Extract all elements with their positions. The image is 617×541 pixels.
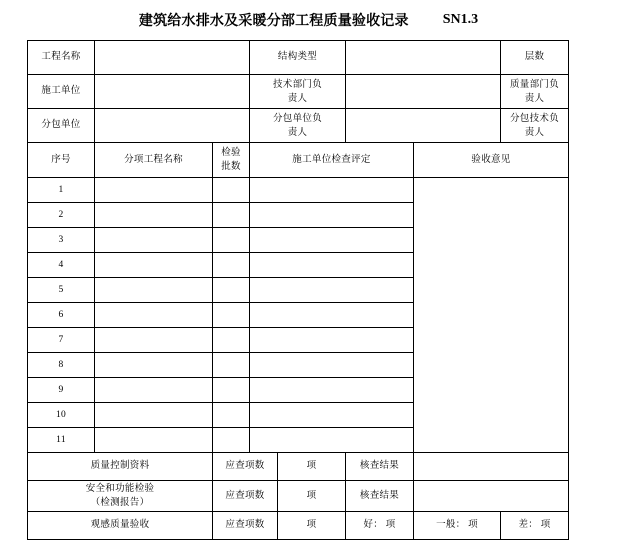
field-required-items-unit-3[interactable]: 项	[278, 512, 346, 540]
cell-seq: 5	[28, 278, 95, 303]
label-quality-dept-head	[501, 75, 569, 109]
cell-batch[interactable]	[213, 353, 250, 378]
cell-contractor-check[interactable]	[250, 403, 414, 428]
label-required-items-3: 应查项数	[213, 512, 278, 540]
cell-subitem[interactable]	[95, 328, 213, 353]
label-tech-dept-head-line1: 技术部门负	[273, 79, 323, 90]
label-subcontractor-head-line2: 责人	[287, 127, 308, 138]
cell-subitem[interactable]	[95, 253, 213, 278]
cell-contractor-check[interactable]	[250, 253, 414, 278]
label-tech-dept-head-line2: 责人	[287, 93, 308, 104]
cell-acceptance-opinion[interactable]	[414, 178, 569, 453]
label-required-items-1: 应查项数	[213, 453, 278, 481]
field-project-name[interactable]	[95, 41, 250, 75]
column-header-batch-line1: 检验	[221, 148, 241, 158]
cell-seq: 4	[28, 253, 95, 278]
cell-seq: 7	[28, 328, 95, 353]
table-row	[28, 178, 569, 203]
field-verify-result-2[interactable]	[414, 481, 569, 512]
field-required-items-unit-1[interactable]: 项	[278, 453, 346, 481]
cell-batch[interactable]	[213, 203, 250, 228]
cell-seq: 11	[28, 428, 95, 453]
label-subcontractor: 分包单位	[28, 109, 95, 143]
cell-subitem[interactable]	[95, 178, 213, 203]
footer-row-appearance-acceptance	[28, 512, 569, 540]
cell-subitem[interactable]	[95, 378, 213, 403]
column-header-contractor-check: 施工单位检查评定	[250, 143, 414, 178]
field-subcontractor[interactable]	[95, 109, 250, 143]
header-row-subcontractor	[28, 109, 569, 143]
label-subcontractor-head-line1: 分包单位负	[273, 113, 323, 124]
cell-subitem[interactable]	[95, 428, 213, 453]
label-verify-result-2: 核查结果	[346, 481, 414, 512]
field-required-items-unit-2[interactable]: 项	[278, 481, 346, 512]
cell-batch[interactable]	[213, 428, 250, 453]
label-safety-function-test-line1: 安全和功能检验	[85, 484, 155, 494]
label-appearance-acceptance: 观感质量验收	[28, 512, 213, 540]
field-tech-dept-head[interactable]	[346, 75, 501, 109]
cell-contractor-check[interactable]	[250, 228, 414, 253]
label-quality-dept-head-line1: 质量部门负	[510, 79, 560, 90]
label-subcontractor-tech-head-line1: 分包技术负	[510, 113, 560, 124]
cell-batch[interactable]	[213, 378, 250, 403]
cell-subitem[interactable]	[95, 228, 213, 253]
cell-subitem[interactable]	[95, 403, 213, 428]
label-quality-control-data: 质量控制资料	[28, 453, 213, 481]
field-appearance-fair[interactable]: 一般： 项	[414, 512, 501, 540]
cell-contractor-check[interactable]	[250, 278, 414, 303]
field-construction-unit[interactable]	[95, 75, 250, 109]
field-verify-result-1[interactable]	[414, 453, 569, 481]
page-title	[0, 7, 617, 33]
cell-seq: 8	[28, 353, 95, 378]
cell-batch[interactable]	[213, 253, 250, 278]
cell-subitem[interactable]	[95, 353, 213, 378]
label-construction-unit: 施工单位	[28, 75, 95, 109]
cell-contractor-check[interactable]	[250, 378, 414, 403]
label-structure-type: 结构类型	[250, 41, 346, 75]
form-code: SN1.3	[442, 12, 479, 27]
cell-contractor-check[interactable]	[250, 328, 414, 353]
label-subcontractor-tech-head	[501, 109, 569, 143]
page-title-text: 建筑给水排水及采暖分部工程质量验收记录	[138, 14, 409, 29]
field-appearance-poor[interactable]: 差： 项	[501, 512, 569, 540]
cell-batch[interactable]	[213, 303, 250, 328]
field-appearance-good[interactable]: 好： 项	[346, 512, 414, 540]
cell-batch[interactable]	[213, 278, 250, 303]
footer-row-safety-function-test	[28, 481, 569, 512]
cell-contractor-check[interactable]	[250, 353, 414, 378]
column-header-row	[28, 143, 569, 178]
cell-batch[interactable]	[213, 178, 250, 203]
column-header-batch	[213, 143, 250, 178]
column-header-subitem: 分项工程名称	[95, 143, 213, 178]
label-safety-function-test-line2: （检测报告）	[90, 498, 150, 508]
cell-seq: 6	[28, 303, 95, 328]
cell-contractor-check[interactable]	[250, 428, 414, 453]
cell-subitem[interactable]	[95, 203, 213, 228]
label-safety-function-test	[28, 481, 213, 512]
field-subcontractor-head[interactable]	[346, 109, 501, 143]
cell-batch[interactable]	[213, 228, 250, 253]
label-project-name: 工程名称	[28, 41, 95, 75]
cell-batch[interactable]	[213, 328, 250, 353]
label-quality-dept-head-line2: 责人	[524, 93, 545, 104]
header-row-project	[28, 41, 569, 75]
label-required-items-2: 应查项数	[213, 481, 278, 512]
column-header-batch-line2: 批数	[221, 162, 241, 172]
label-subcontractor-tech-head-line2: 责人	[524, 127, 545, 138]
cell-seq: 9	[28, 378, 95, 403]
label-tech-dept-head	[250, 75, 346, 109]
cell-seq: 3	[28, 228, 95, 253]
cell-seq: 10	[28, 403, 95, 428]
quality-acceptance-table	[27, 40, 569, 540]
cell-subitem[interactable]	[95, 303, 213, 328]
label-subcontractor-head	[250, 109, 346, 143]
cell-batch[interactable]	[213, 403, 250, 428]
field-structure-type[interactable]	[346, 41, 501, 75]
column-header-acceptance-opinion: 验收意见	[414, 143, 569, 178]
cell-contractor-check[interactable]	[250, 178, 414, 203]
label-verify-result-1: 核查结果	[346, 453, 414, 481]
cell-seq: 2	[28, 203, 95, 228]
cell-seq: 1	[28, 178, 95, 203]
cell-contractor-check[interactable]	[250, 303, 414, 328]
label-floors: 层数	[501, 41, 569, 75]
column-header-seq: 序号	[28, 143, 95, 178]
cell-contractor-check[interactable]	[250, 203, 414, 228]
footer-row-quality-control-data	[28, 453, 569, 481]
header-row-construction-unit	[28, 75, 569, 109]
cell-subitem[interactable]	[95, 278, 213, 303]
